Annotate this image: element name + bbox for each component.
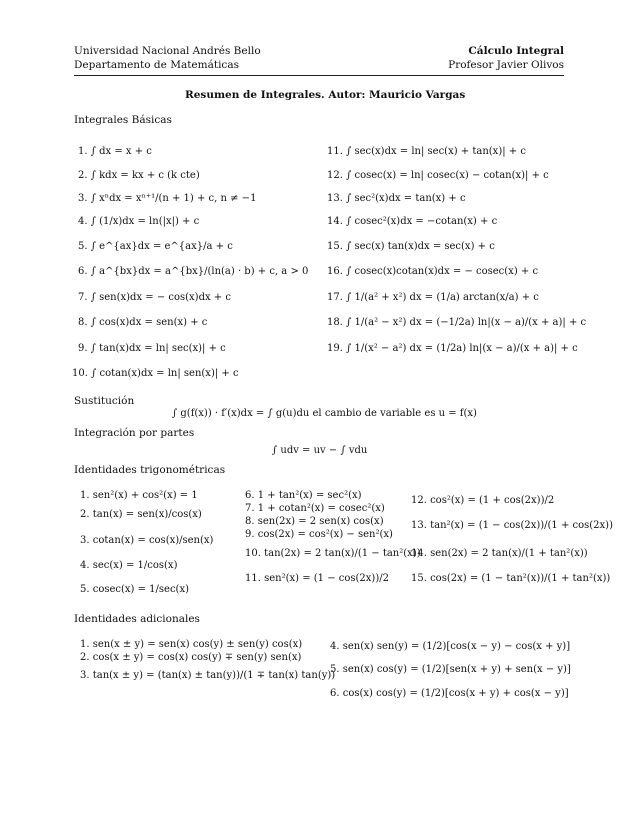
formula-13: 13. ∫ sec²(x)dx = tan(x) + c (327, 193, 466, 204)
trig-identity-13: 13. tan²(x) = (1 − cos(2x))/(1 + cos(2x)) (411, 520, 613, 531)
trig-identity-2: 2. tan(x) = sen(x)/cos(x) (80, 509, 202, 520)
trig-identity-10: 10. tan(2x) = 2 tan(x)/(1 − tan²(x)) (245, 548, 421, 559)
formula-9: 9. ∫ tan(x)dx = ln| sec(x)| + c (78, 343, 226, 354)
formula-14: 14. ∫ cosec²(x)dx = −cotan(x) + c (327, 216, 498, 227)
extra-identity-6: 6. cos(x) cos(y) = (1/2)[cos(x + y) + cos(x − y)] (330, 688, 569, 699)
section-integration-by-parts: Integración por partes (74, 427, 195, 439)
formula-4: 4. ∫ (1/x)dx = ln(|x|) + c (78, 216, 200, 227)
trig-identity-9: 9. cos(2x) = cos²(x) − sen²(x) (245, 529, 393, 540)
formula-17: 17. ∫ 1/(a² + x²) dx = (1/a) arctan(x/a) + c (327, 292, 539, 303)
trig-identity-14: 14. sen(2x) = 2 tan(x)/(1 + tan²(x)) (411, 548, 588, 559)
trig-identity-6: 6. 1 + tan²(x) = sec²(x) (245, 490, 362, 501)
trig-identity-12: 12. cos²(x) = (1 + cos(2x))/2 (411, 495, 555, 506)
extra-identity-1: 1. sen(x ± y) = sen(x) cos(y) ± sen(y) cos(x) (80, 639, 303, 650)
formula-7: 7. ∫ sen(x)dx = − cos(x)dx + c (78, 292, 231, 303)
trig-identity-8: 8. sen(2x) = 2 sen(x) cos(x) (245, 516, 384, 527)
course-name: Cálculo Integral (468, 45, 564, 57)
extra-identity-4: 4. sen(x) sen(y) = (1/2)[cos(x − y) − cos(x + y)] (330, 641, 571, 652)
professor-name: Profesor Javier Olivos (448, 59, 564, 71)
department-name: Departamento de Matemáticas (74, 59, 239, 71)
section-basic-integrals: Integrales Básicas (74, 114, 172, 126)
header-rule (74, 75, 564, 76)
formula-15: 15. ∫ sec(x) tan(x)dx = sec(x) + c (327, 241, 495, 252)
formula-10: 10. ∫ cotan(x)dx = ln| sen(x)| + c (72, 368, 239, 379)
formula-19: 19. ∫ 1/(x² − a²) dx = (1/2a) ln|(x − a)/(x + a)| + c (327, 343, 578, 354)
formula-18: 18. ∫ 1/(a² − x²) dx = (−1/2a) ln|(x − a)/(x + a)| + c (327, 317, 587, 328)
page-title: Resumen de Integrales. Autor: Mauricio Vargas (185, 89, 466, 101)
formula-6: 6. ∫ a^{bx}dx = a^{bx}/(ln(a) · b) + c, a > 0 (78, 266, 309, 277)
formula-3: 3. ∫ xⁿdx = xⁿ⁺¹/(n + 1) + c, n ≠ −1 (78, 193, 257, 204)
section-substitution: Sustitución (74, 395, 135, 407)
trig-identity-7: 7. 1 + cotan²(x) = cosec²(x) (245, 503, 385, 514)
trig-identity-11: 11. sen²(x) = (1 − cos(2x))/2 (245, 573, 389, 584)
institution-name: Universidad Nacional Andrés Bello (74, 45, 261, 57)
formula-5: 5. ∫ e^{ax}dx = e^{ax}/a + c (78, 241, 233, 252)
trig-identity-1: 1. sen²(x) + cos²(x) = 1 (80, 490, 198, 501)
parts-formula: ∫ udv = uv − ∫ vdu (272, 445, 368, 456)
formula-1: 1. ∫ dx = x + c (78, 146, 152, 157)
trig-identity-5: 5. cosec(x) = 1/sec(x) (80, 584, 189, 595)
extra-identity-2: 2. cos(x ± y) = cos(x) cos(y) ∓ sen(y) sen(x) (80, 652, 302, 663)
formula-16: 16. ∫ cosec(x)cotan(x)dx = − cosec(x) + c (327, 266, 539, 277)
trig-identity-15: 15. cos(2x) = (1 − tan²(x))/(1 + tan²(x)) (411, 573, 611, 584)
trig-identity-3: 3. cotan(x) = cos(x)/sen(x) (80, 535, 214, 546)
formula-2: 2. ∫ kdx = kx + c (k cte) (78, 170, 200, 181)
formula-11: 11. ∫ sec(x)dx = ln| sec(x) + tan(x)| + c (327, 146, 526, 157)
extra-identity-5: 5. sen(x) cos(y) = (1/2)[sen(x + y) + sen(x − y)] (330, 664, 571, 675)
section-additional-identities: Identidades adicionales (74, 613, 200, 625)
formula-12: 12. ∫ cosec(x) = ln| cosec(x) − cotan(x)| + c (327, 170, 549, 181)
section-trig-identities: Identidades trigonométricas (74, 464, 226, 476)
substitution-formula: ∫ g(f(x)) · f′(x)dx = ∫ g(u)du el cambio de variable es u = f(x) (172, 408, 477, 419)
formula-8: 8. ∫ cos(x)dx = sen(x) + c (78, 317, 208, 328)
extra-identity-3: 3. tan(x ± y) = (tan(x) ± tan(y))/(1 ∓ tan(x) tan(y)) (80, 670, 336, 681)
trig-identity-4: 4. sec(x) = 1/cos(x) (80, 560, 178, 571)
